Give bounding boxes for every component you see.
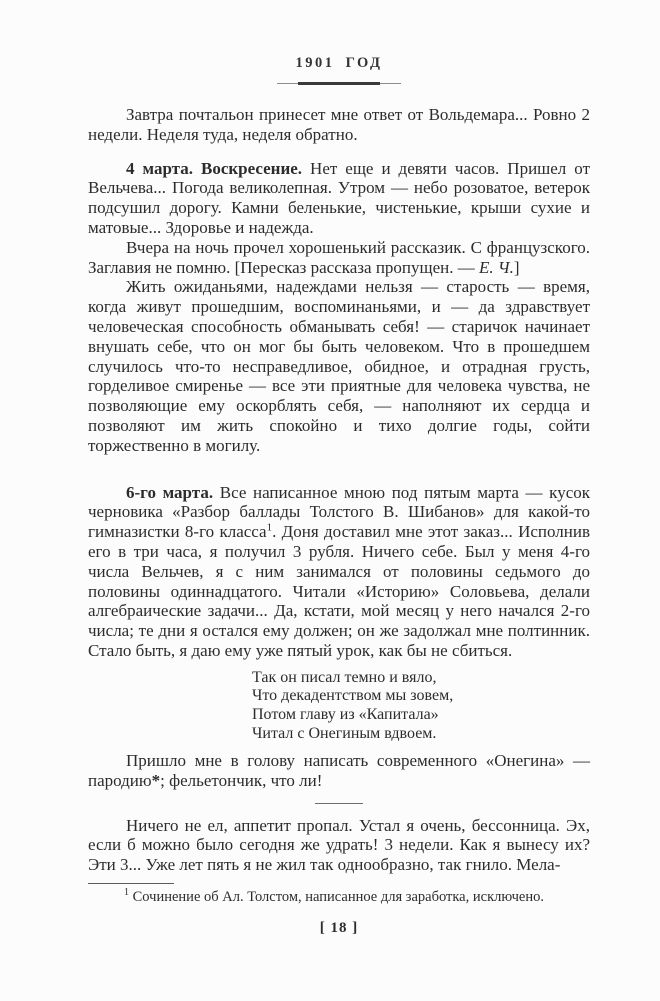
- verse-line: Что декадентством мы зовем,: [252, 687, 454, 705]
- paragraph-diary-entry-march-4: [88, 159, 590, 238]
- entry-date-heading: 4 марта. Воскресение.: [126, 158, 303, 178]
- verse-block: [252, 669, 590, 743]
- running-head-title: 1901 ГОД: [295, 55, 383, 71]
- entry-text: Пришло мне в голову написать современного «Онегина» — пародию: [88, 751, 590, 790]
- page-footer: [88, 883, 590, 937]
- entry-text: ; фельетончик, что ли!: [160, 770, 323, 790]
- page-number: [ 18 ]: [319, 919, 359, 936]
- footnote-rule: [88, 883, 174, 884]
- verse-line: Потом главу из «Капитала»: [252, 705, 439, 723]
- entry-text: ]: [513, 257, 520, 277]
- asterisk-note-marker: *: [151, 770, 161, 790]
- verse-line: Так он писал темно и вяло,: [252, 668, 437, 686]
- footnote-marker: 1: [124, 887, 129, 899]
- verse-line: Читал с Онегиным вдвоем.: [252, 724, 437, 742]
- footnote: [88, 889, 590, 907]
- entry-text: Нет еще и девяти часов. Пришел от Вельчева... Погода великолепная. Утром — небо розоватое, ветерок подсушил дорогу. Камни беленькие, чистенькие, крыши сухие и матовые... Здоровье и надежда.: [88, 158, 590, 237]
- header-rule-thick-line: [298, 82, 380, 85]
- entry-text: Вчера на ночь прочел хорошенький рассказик. С французского. Заглавия не помню. [Пересказ рассказа пропущен. —: [88, 237, 590, 277]
- entry-text: Все написанное мною под пятым марта — кусок черновика «Разбор баллады Толстого В. Шибанов» для какой-то гимназистки 8-го класса: [88, 482, 590, 542]
- page-text-block: [88, 105, 590, 875]
- paragraph-diary-entry: Ничего не ел, аппетит пропал. Устал я очень, бессонница. Эх, если б можно было сегодня же удрать! 3 недели. Как я вынесу их? Эти 3... Уже лет пять я не жил так однообразно, так гнило. Мела-: [88, 815, 590, 875]
- footnote-reference-marker: 1: [266, 521, 273, 534]
- entry-text: . Доня доставил мне этот заказ... Исполнив его в три часа, я получил 3 рубля. Ничего себе. Был у меня 4-го числа Вельчев, я с ним занимался от половины седьмого до половины одиннадцатого. Читали «Историю» Соловьева, делали алгебраические задачи... Да, кстати, мой месяц у него начался 2-го числа; те дни я остался ему должен; он же задолжал мне полтинник. Стало быть, я даю ему уже пятый урок, как бы не сбиться.: [88, 522, 590, 660]
- footnote-text: Сочинение об Ал. Толстом, написанное для заработка, исключено.: [129, 889, 544, 906]
- paragraph-diary-entry: Завтра почтальон принесет мне ответ от Вольдемара... Ровно 2 недели. Неделя туда, неделя обратно.: [88, 105, 590, 144]
- paragraph-diary-entry: Жить ожиданьями, надеждами нельзя — старость — время, когда живут прошедшим, воспоминаньями, и — да здравствует человеческая способность обманывать себя! — старичок начинает внушать себе, что он мог бы быть человеком. Что в прошедшем случилось что-то несправедливое, обидное, и отрадная грусть, горделивое смиренье — все эти приятные для человека чувства, не позволяющие ему оскорблять себя, — наполняют их сердца и позволяют им жить спокойно и тихо долгие годы, сойти торжественно в могилу.: [88, 277, 590, 455]
- paragraph-diary-entry: [88, 751, 590, 791]
- paragraph-diary-entry-march-6: [88, 483, 590, 661]
- header-rule: [277, 82, 401, 85]
- section-divider-rule: [315, 803, 363, 804]
- entry-date-heading: 6-го марта.: [126, 482, 214, 502]
- page-header: [88, 54, 590, 85]
- paragraph-diary-entry: [88, 238, 590, 278]
- editor-initials: Е. Ч.: [479, 257, 514, 277]
